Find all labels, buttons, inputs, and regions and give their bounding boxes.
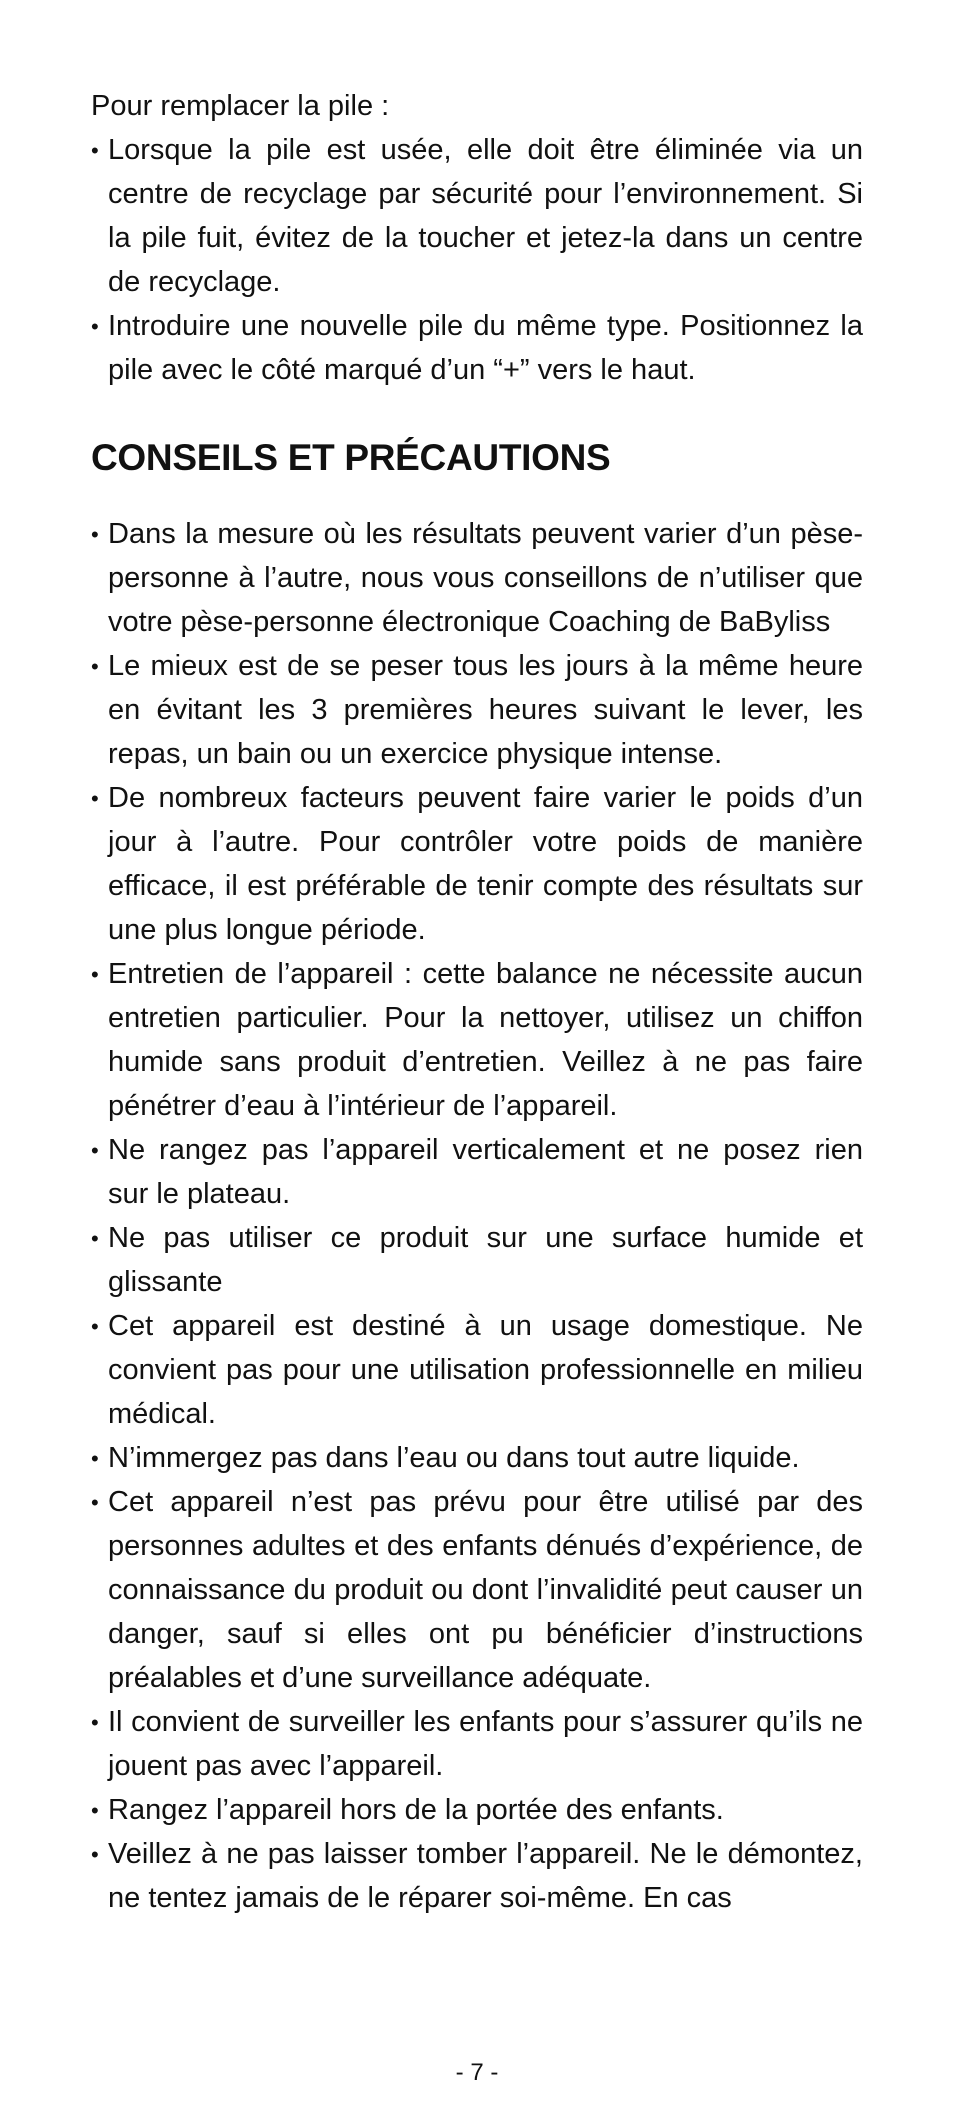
advice-list <box>91 512 863 1920</box>
list-item: • Ne pas utiliser ce produit sur une surface humide et glissante <box>91 1216 863 1304</box>
list-item: • Cet appareil est destiné à un usage domestique. Ne convient pas pour une utilisation professionnelle en milieu médical. <box>91 1304 863 1436</box>
document-page <box>91 84 863 1920</box>
section-heading: CONSEILS ET PRÉCAUTIONS <box>91 437 611 478</box>
list-item: • N’immergez pas dans l’eau ou dans tout autre liquide. <box>91 1436 863 1480</box>
list-item: • De nombreux facteurs peuvent faire varier le poids d’un jour à l’autre. Pour contrôler votre poids de manière efficace, il est préférable de tenir compte des résultats sur une plus longue période. <box>91 776 863 952</box>
list-item: • Ne rangez pas l’appareil verticalement et ne posez rien sur le plateau. <box>91 1128 863 1216</box>
list-item: • Rangez l’appareil hors de la portée des enfants. <box>91 1788 863 1832</box>
list-item: • Introduire une nouvelle pile du même type. Positionnez la pile avec le côté marqué d’un “+” vers le haut. <box>91 304 863 392</box>
list-item: • Il convient de surveiller les enfants pour s’assurer qu’ils ne jouent pas avec l’appareil. <box>91 1700 863 1788</box>
list-item: • Le mieux est de se peser tous les jours à la même heure en évitant les 3 premières heures suivant le lever, les repas, un bain ou un exercice physique intense. <box>91 644 863 776</box>
list-item: • Veillez à ne pas laisser tomber l’appareil. Ne le démontez, ne tentez jamais de le réparer soi-même. En cas <box>91 1832 863 1920</box>
page-number: - 7 - <box>455 2059 499 2086</box>
list-item: • Dans la mesure où les résultats peuvent varier d’un pèse-personne à l’autre, nous vous conseillons de n’utiliser que votre pèse-personne électronique Coaching de BaByliss <box>91 512 863 644</box>
battery-intro: Pour remplacer la pile : <box>91 90 390 122</box>
battery-instructions-list <box>91 128 863 392</box>
list-item: • Cet appareil n’est pas prévu pour être utilisé par des personnes adultes et des enfants dénués d’expérience, de connaissance du produit ou dont l’invalidité peut causer un danger, sauf si elles ont pu bénéficier d’instructions préalables et d’une surveillance adéquate. <box>91 1480 863 1700</box>
list-item: • Entretien de l’appareil : cette balance ne nécessite aucun entretien particulier. Pour la nettoyer, utilisez un chiffon humide sans produit d’entretien. Veillez à ne pas faire pénétrer d’eau à l’intérieur de l’appareil. <box>91 952 863 1128</box>
list-item: • Lorsque la pile est usée, elle doit être éliminée via un centre de recyclage par sécurité pour l’environnement. Si la pile fuit, évitez de la toucher et jetez-la dans un centre de recyclage. <box>91 128 863 304</box>
